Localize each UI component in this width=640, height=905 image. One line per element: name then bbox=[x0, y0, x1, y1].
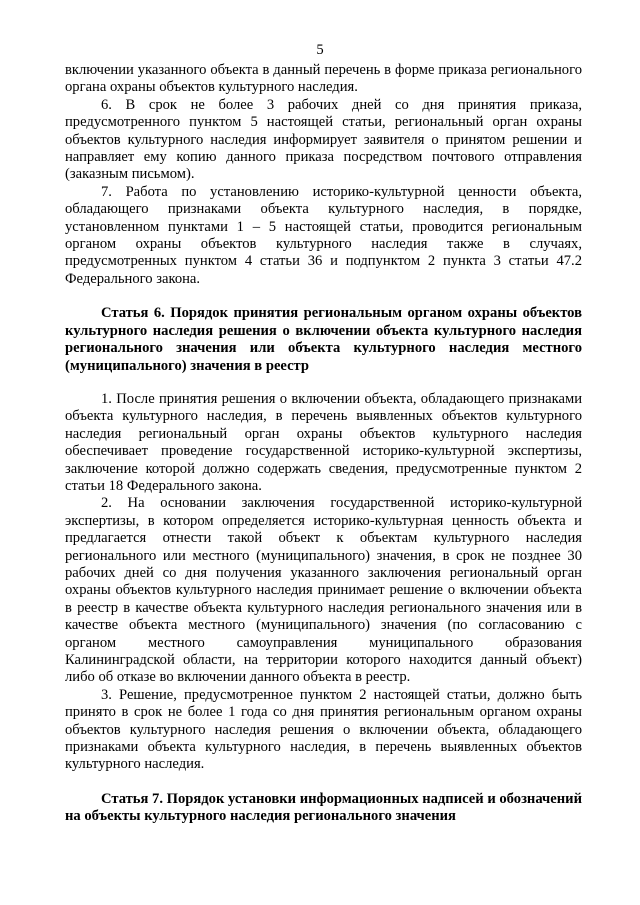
article-6-heading: Статья 6. Порядок принятия региональным органом охраны объектов культурного наследия решения о включении объекта культурного наследия регионального значения или объекта культурного наследия местного (муниципального) значения в реестр bbox=[65, 305, 582, 374]
article-6-paragraph-1: 1. После принятия решения о включении объекта, обладающего признаками объекта культурного наследия, в перечень выявленных объектов культурного наследия региональный орган охраны объектов культурного наследия обеспечивает проведение государственной историко-культурной экспертизы, заключение которой должно содержать сведения, предусмотренные пунктом 2 статьи 18 Федерального закона. bbox=[65, 390, 582, 494]
page-number: 5 bbox=[316, 42, 324, 58]
paragraph-continuation: включении указанного объекта в данный перечень в форме приказа регионального органа охраны объектов культурного наследия. bbox=[65, 62, 582, 96]
paragraph-6: 6. В срок не более 3 рабочих дней со дня принятия приказа, предусмотренного пунктом 5 настоящей статьи, региональный орган охраны объектов культурного наследия информирует заявителя о принятом решении и направляет ему копию данного приказа посредством почтового отправления (заказным письмом). bbox=[65, 96, 582, 183]
document-body bbox=[65, 62, 582, 826]
article-6-paragraph-3: 3. Решение, предусмотренное пунктом 2 настоящей статьи, должно быть принято в срок не более 1 года со дня принятия региональным органом охраны объектов культурного наследия решения о включении объекта, обладающего признаками объекта культурного наследия, в перечень выявленных объектов культурного наследия. bbox=[65, 686, 582, 773]
article-6-paragraph-2: 2. На основании заключения государственной историко-культурной экспертизы, в котором определяется историко-культурная ценность объекта и предлагается отнести такой объект к объектам культурного наследия регионального или местного (муниципального) значения, в срок не позднее 30 рабочих дней со дня получения указанного заключения региональный орган охраны объектов культурного наследия принимает решение о включении объекта в реестр в качестве объекта культурного наследия регионального значения или в качестве объекта местного (муниципального) значения (по согласованию с органом местного самоуправления муниципального образования Калининградской области, на территории которого находится данный объект) либо об отказе во включении данного объекта в реестр. bbox=[65, 495, 582, 686]
paragraph-7: 7. Работа по установлению историко-культурной ценности объекта, обладающего признаками объекта культурного наследия, в порядке, установленном пунктами 1 – 5 настоящей статьи, проводится региональным органом охраны объектов культурного наследия также в случаях, предусмотренных пунктом 4 статьи 36 и подпунктом 2 пункта 3 статьи 47.2 Федерального закона. bbox=[65, 183, 582, 287]
article-7-heading: Статья 7. Порядок установки информационных надписей и обозначений на объекты культурного наследия регионального значения bbox=[65, 790, 582, 825]
